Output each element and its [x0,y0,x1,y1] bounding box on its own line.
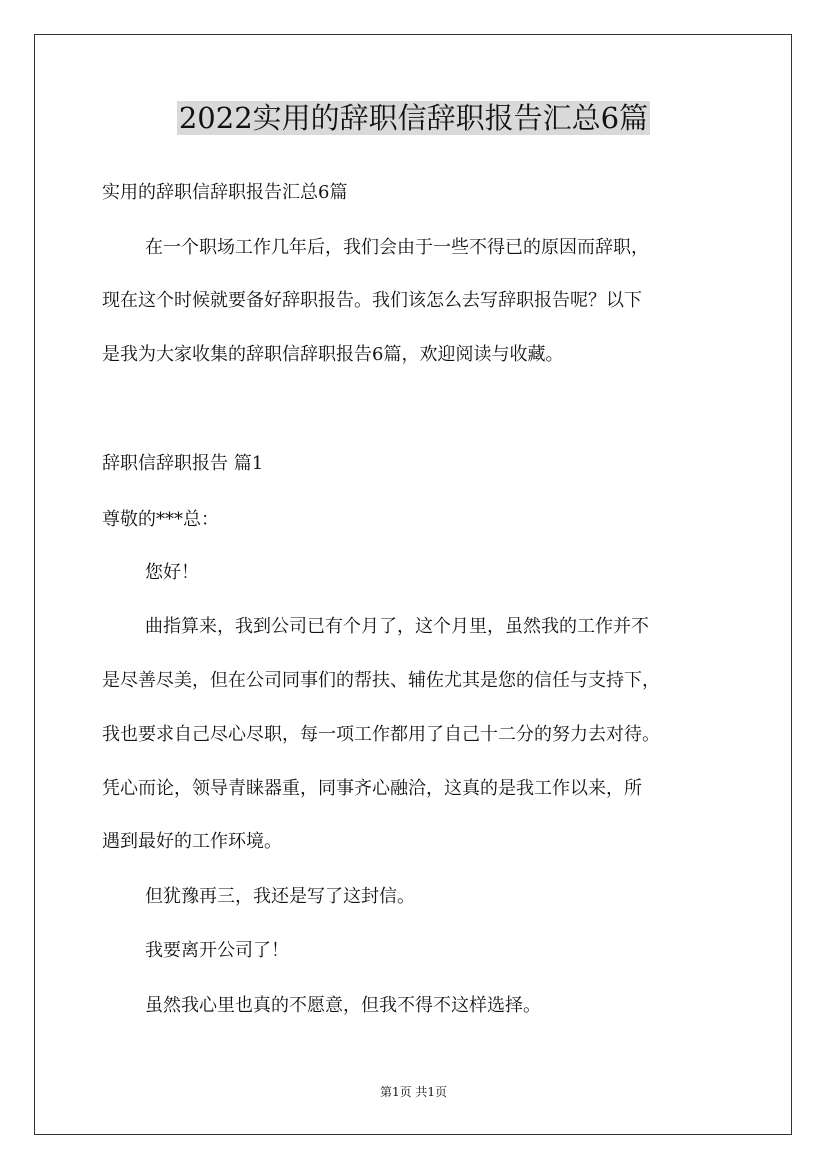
intro-line-1: 在一个职场工作几年后，我们会由于一些不得已的原因而辞职， [145,237,649,258]
document-title [0,96,827,140]
body-line-5: 遇到最好的工作环境。 [102,831,282,852]
paragraph-4: 虽然我心里也真的不愿意，但我不得不这样选择。 [145,995,541,1016]
section-heading: 辞职信辞职报告 篇1 [102,453,264,474]
body-line-4: 凭心而论，领导青睐器重，同事齐心融洽，这真的是我工作以来，所 [102,778,642,799]
body-line-3: 我也要求自己尽心尽职，每一项工作都用了自己十二分的努力去对待。 [102,724,660,745]
intro-line-3: 是我为大家收集的辞职信辞职报告6篇，欢迎阅读与收藏。 [102,344,564,365]
salutation: 尊敬的***总： [102,509,219,530]
paragraph-2: 但犹豫再三，我还是写了这封信。 [145,886,415,907]
page-indicator: 第1页 共1页 [379,1085,448,1099]
intro-line-2: 现在这个时候就要备好辞职报告。我们该怎么去写辞职报告呢？以下 [102,290,642,311]
paragraph-3: 我要离开公司了！ [145,940,289,961]
greeting: 您好！ [145,562,199,583]
body-line-2: 是尽善尽美，但在公司同事们的帮扶、辅佐尤其是您的信任与支持下， [102,670,660,691]
document-subtitle: 实用的辞职信辞职报告汇总6篇 [102,182,348,203]
document-title-text: 2022实用的辞职信辞职报告汇总6篇 [178,101,649,135]
body-line-1: 曲指算来，我到公司已有个月了，这个月里，虽然我的工作并不 [145,616,649,637]
